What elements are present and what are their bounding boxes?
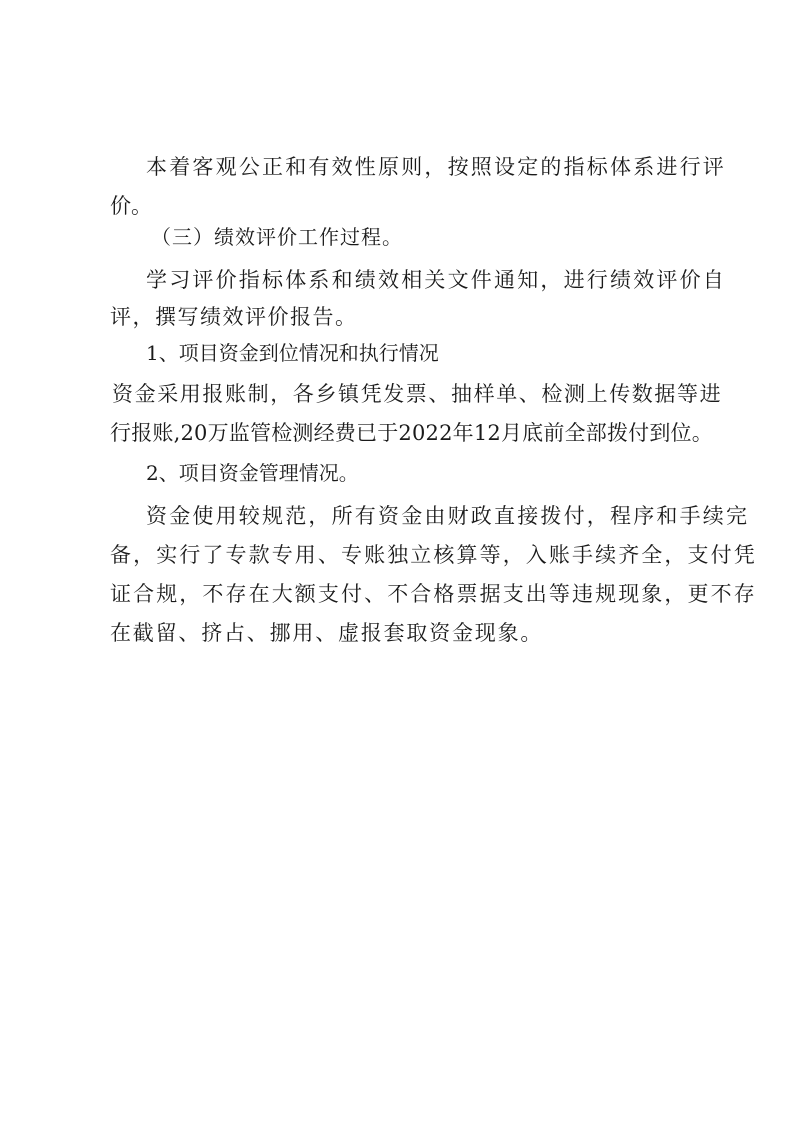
paragraph-evaluation-process-line-1: 学习评价指标体系和绩效相关文件通知，进行绩效评价自 (146, 268, 726, 292)
paragraph-evaluation-process-line-2: 评，撰写绩效评价报告。 (110, 305, 358, 329)
paragraph-funds-management-line-3: 证合规，不存在大额支付、不合格票据支出等违规现象，更不存 (110, 582, 757, 606)
paragraph-funds-management-line-4: 在截留、挤占、挪用、虚报套取资金现象。 (110, 621, 544, 645)
paragraph-evaluation-principle-line-1: 本着客观公正和有效性原则，按照设定的指标体系进行评 (146, 155, 726, 179)
paragraph-funds-management-line-1: 资金使用较规范，所有资金由财政直接拨付，程序和手续完 (146, 504, 750, 528)
paragraph-funds-in-place-line-2: 行报账,20万监管检测经费已于2022年12月底前全部拨付到位。 (110, 421, 713, 445)
paragraph-evaluation-principle-line-2: 价。 (110, 194, 152, 218)
paragraph-funds-management-line-2: 备，实行了专款专用、专账独立核算等，入账手续齐全，支付凭 (110, 543, 757, 567)
section-heading-evaluation-process: （三）绩效评价工作过程。 (151, 225, 403, 249)
paragraph-funds-in-place-line-1: 资金采用报账制，各乡镇凭发票、抽样单、检测上传数据等进 (112, 382, 723, 406)
subheading-funds-management: 2、项目资金管理情况。 (146, 461, 359, 485)
subheading-funds-in-place: 1、项目资金到位情况和执行情况 (146, 341, 439, 365)
